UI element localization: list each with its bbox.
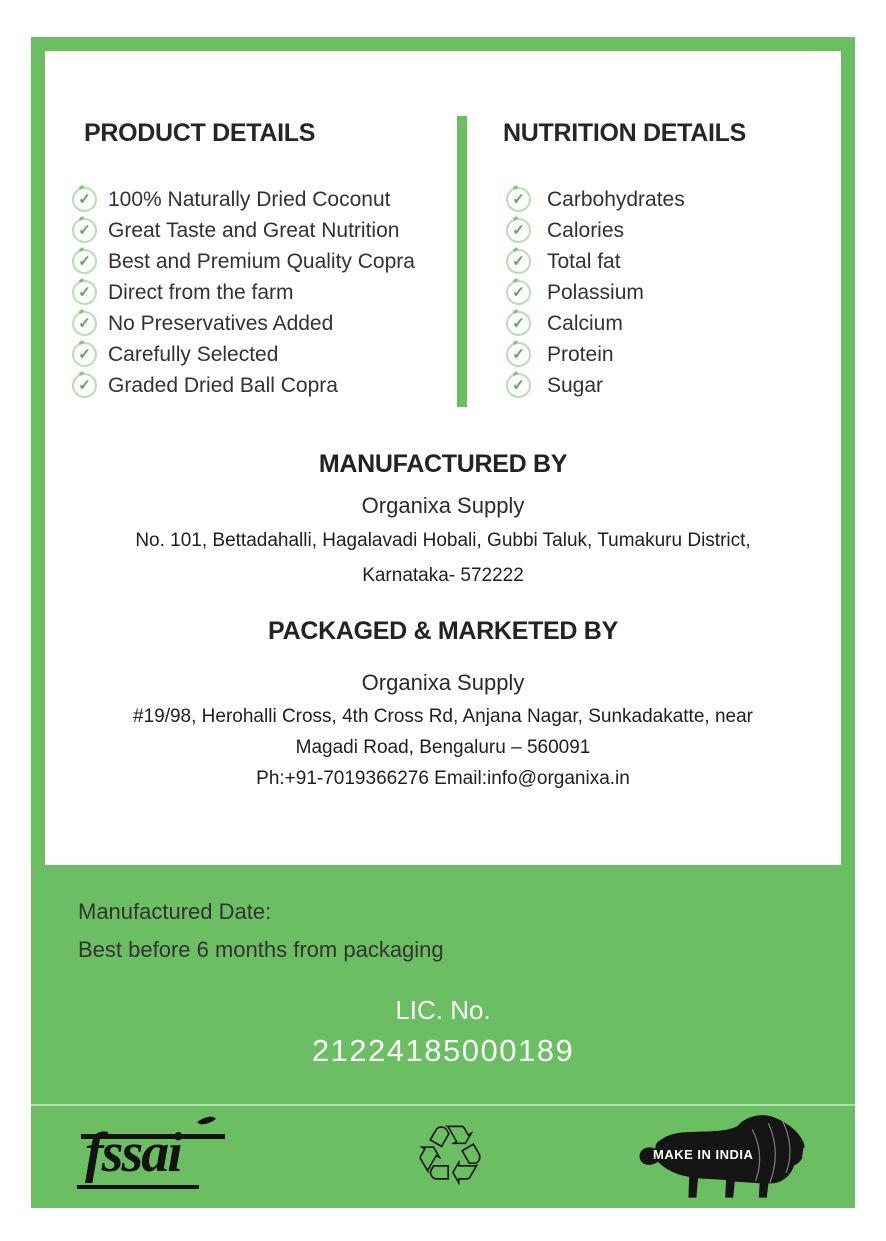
packager-contact: Ph:+91-7019366276 Email:info@organixa.in	[256, 768, 630, 789]
list-item	[72, 370, 415, 401]
list-item-label: Direct from the farm	[108, 280, 294, 304]
manufactured-by-title: MANUFACTURED BY	[318, 450, 568, 478]
list-item-label: 100% Naturally Dried Coconut	[108, 187, 391, 211]
list-item	[72, 184, 415, 215]
check-icon	[72, 218, 97, 243]
list-item	[506, 215, 685, 246]
list-item-label: Sugar	[547, 373, 604, 397]
list-item-label: Total fat	[547, 249, 621, 273]
list-item	[72, 339, 415, 370]
check-glyph: ✓	[512, 377, 525, 394]
license-number-value: 21224185000189	[311, 1033, 575, 1068]
list-item-label: Protein	[547, 342, 614, 366]
list-item-label: Great Taste and Great Nutrition	[108, 218, 400, 242]
list-item	[506, 184, 685, 215]
check-icon	[506, 373, 531, 398]
list-item-label: No Preservatives Added	[108, 311, 334, 335]
recycle-icon: ♲	[412, 1107, 488, 1205]
product-details-list	[72, 184, 415, 401]
check-icon	[72, 373, 97, 398]
list-item	[72, 246, 415, 277]
check-glyph: ✓	[78, 222, 91, 239]
check-glyph: ✓	[512, 222, 525, 239]
nutrition-details-title: NUTRITION DETAILS	[503, 119, 747, 147]
check-icon	[506, 342, 531, 367]
check-glyph: ✓	[78, 315, 91, 332]
check-glyph: ✓	[78, 377, 91, 394]
manufacturer-name: Organixa Supply	[361, 493, 525, 518]
product-details-title: PRODUCT DETAILS	[84, 119, 316, 147]
check-icon	[506, 280, 531, 305]
make-in-india-logo	[628, 1112, 824, 1208]
fssai-logo	[77, 1117, 229, 1201]
check-glyph: ✓	[78, 191, 91, 208]
check-glyph: ✓	[78, 346, 91, 363]
check-icon	[506, 218, 531, 243]
list-item	[72, 215, 415, 246]
list-item	[72, 308, 415, 339]
packager-address-line1: #19/98, Herohalli Cross, 4th Cross Rd, Anjana Nagar, Sunkadakatte, near	[133, 706, 753, 727]
manufacturer-address-line1: No. 101, Bettadahalli, Hagalavadi Hobali, Gubbi Taluk, Tumakuru District,	[135, 530, 751, 551]
fssai-logo-text: fssai	[85, 1122, 181, 1184]
check-glyph: ✓	[512, 191, 525, 208]
best-before-text: Best before 6 months from packaging	[78, 937, 444, 962]
fssai-bottom-bar	[77, 1185, 199, 1189]
list-item-label: Carbohydrates	[547, 187, 685, 211]
list-item	[506, 246, 685, 277]
list-item-label: Calories	[547, 218, 625, 242]
list-item-label: Graded Dried Ball Copra	[108, 373, 338, 397]
list-item-label: Best and Premium Quality Copra	[108, 249, 415, 273]
check-icon	[506, 187, 531, 212]
packaged-by-title: PACKAGED & MARKETED BY	[268, 617, 618, 645]
check-icon	[72, 342, 97, 367]
list-item	[506, 308, 685, 339]
nutrition-details-list	[506, 184, 685, 401]
check-icon	[72, 249, 97, 274]
packager-address-line2: Magadi Road, Bengaluru – 560091	[295, 737, 591, 758]
manufacturer-address-line2: Karnataka- 572222	[362, 565, 524, 586]
make-in-india-text: MAKE IN INDIA	[653, 1147, 754, 1162]
check-glyph: ✓	[512, 346, 525, 363]
manufactured-date-label: Manufactured Date:	[78, 899, 272, 924]
list-item	[72, 277, 415, 308]
list-item-label: Carefully Selected	[108, 342, 279, 366]
check-icon	[72, 187, 97, 212]
check-glyph: ✓	[512, 253, 525, 270]
packager-name: Organixa Supply	[361, 670, 525, 695]
list-item	[506, 370, 685, 401]
list-item-label: Polassium	[547, 280, 644, 304]
check-glyph: ✓	[78, 253, 91, 270]
check-glyph: ✓	[512, 284, 525, 301]
list-item	[506, 339, 685, 370]
column-divider	[457, 116, 467, 407]
list-item-label: Calcium	[547, 311, 623, 335]
list-item	[506, 277, 685, 308]
check-icon	[72, 280, 97, 305]
check-icon	[506, 311, 531, 336]
license-number-label: LIC. No.	[395, 995, 491, 1025]
check-icon	[506, 249, 531, 274]
check-icon	[72, 311, 97, 336]
check-glyph: ✓	[78, 284, 91, 301]
check-glyph: ✓	[512, 315, 525, 332]
